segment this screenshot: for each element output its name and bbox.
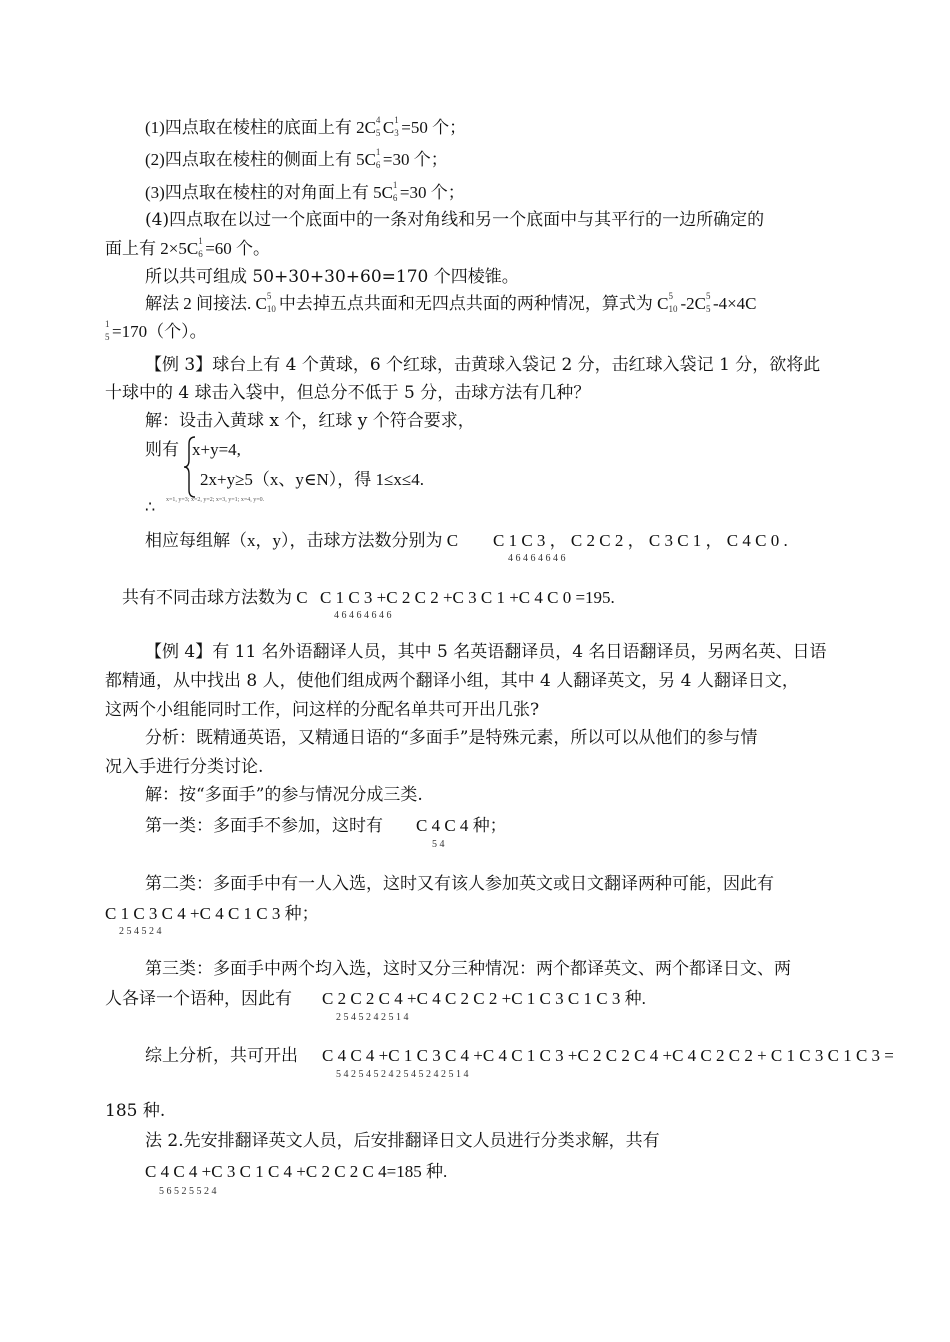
sup: 1: [392, 180, 398, 190]
analysis-2: 况入手进行分类讨论.: [105, 757, 264, 777]
text: =30 个；: [382, 150, 448, 169]
sup: 5: [705, 291, 711, 301]
sub: 5: [705, 304, 711, 314]
text: C: [382, 118, 395, 137]
sub: 3: [394, 128, 399, 138]
sub: 6: [375, 160, 381, 170]
combination-index: [393, 182, 400, 204]
example-3-text: 十球中的 4 球击入袋中，但总分不低于 5 分，击球方法有几种？: [105, 383, 591, 403]
sup: 1: [394, 115, 399, 125]
terms: C 2 C 2 C 4 +C 4 C 2 C 2 +C 1 C 3 C 1 C 3: [322, 989, 621, 1008]
method-2-text: 法 2.先安排翻译英文人员，后安排翻译日文人员进行分类求解，共有: [145, 1131, 660, 1151]
sup: 5: [668, 291, 673, 301]
sub: 5: [105, 332, 110, 342]
sup: 1: [375, 147, 381, 157]
class-3: 第三类：多面手中两个均入选，这时又分三种情况：两个都译英文、两个都译日文、两: [145, 959, 791, 979]
combination-index: [668, 293, 680, 315]
text: (1)四点取在棱柱的底面上有 2C: [145, 118, 376, 137]
line-case-1: [145, 117, 466, 139]
sub: 10: [266, 304, 276, 314]
summary-terms: C 4 C 4 +C 1 C 3 C 4 +C 4 C 1 C 3 +C 2 C 2 C 4 +C 4 C 2 C 2 + C 1 C 3 C 1 C 3 =: [322, 1046, 894, 1065]
sub: 5: [375, 128, 381, 138]
text: =50 个；: [401, 118, 467, 137]
text: 中去掉五点共面和无四点共面的两种情况，算式为 C: [278, 294, 669, 313]
combination-index: [198, 238, 205, 260]
example-3-heading: 【例 3】球台上有 4 个黄球，6 个红球，击黄球入袋记 2 分，击红球入袋记 1 分，欲将此: [145, 355, 821, 375]
sub: 6: [198, 249, 203, 259]
combination-index: [376, 117, 383, 139]
text: 种.: [624, 989, 646, 1008]
text: 相应每组解（x，y），击球方法数分别为 C: [145, 531, 459, 550]
text: -2C: [680, 294, 706, 313]
system-intro: 则有: [145, 440, 179, 460]
class-2-lower-indices: 2 5 4 5 2 4: [119, 926, 162, 937]
analysis-1: 分析：既精通英语，又精通日语的“多面手”是特殊元素，所以可以从他们的参与情: [145, 728, 758, 748]
text: (2)四点取在棱柱的侧面上有 5C: [145, 150, 376, 169]
class-3-terms: [322, 988, 646, 1010]
therefore-symbol: ∴: [145, 497, 156, 516]
combination-index: [105, 321, 112, 343]
system-eq-1: x+y=4,: [192, 440, 241, 459]
combination-index: [706, 293, 713, 315]
text: 面上有 2×5C: [105, 239, 199, 258]
class-3-cont: [105, 988, 292, 1010]
text: =60 个。: [205, 239, 271, 258]
line-method-2: [145, 293, 757, 315]
terms: C 4 C 4 +C 3 C 1 C 4 +C 2 C 2 C 4: [145, 1162, 387, 1181]
example-4-text-3: 这两个小组能同时工作，问这样的分配名单共可开出几张?: [105, 700, 540, 720]
class-2-terms: [105, 903, 319, 925]
text: =30 个；: [399, 183, 465, 202]
class-1-lower-indices: 5 4: [432, 839, 445, 850]
ex3-methods-terms: C 1 C 3 ， C 2 C 2 ， C 3 C 1 ， C 4 C 0 .: [493, 531, 788, 550]
solution-set: [166, 496, 264, 504]
class-1-terms: [416, 815, 507, 837]
line-case-2: [145, 149, 448, 171]
method-2-terms: [145, 1161, 447, 1183]
line-case-4-cont: [105, 238, 270, 260]
ex3-total-lower-indices: 4 6 4 6 4 6 4 6: [334, 610, 392, 621]
system-eq-2: 2x+y≥5（x、y∈N），得 1≤x≤4.: [200, 470, 424, 489]
method-2-lower-indices: 5 6 5 2 5 5 2 4: [159, 1186, 217, 1197]
line-case-3: [145, 182, 465, 204]
ex3-total-terms: C 1 C 3 +C 2 C 2 +C 3 C 1 +C 4 C 0 =195.: [320, 588, 615, 607]
summary: 综上分析，共可开出: [145, 1046, 298, 1066]
text: 种；: [472, 816, 507, 835]
class-3-lower-indices: 2 5 4 5 2 4 2 5 1 4: [336, 1012, 409, 1023]
text: -4×4C: [712, 294, 757, 313]
line-method-2-result: [105, 321, 207, 343]
example-4-text-2: 都精通，从中找出 8 人，使他们组成两个翻译小组，其中 4 人翻译英文，另 4 人翻译日文，: [105, 671, 799, 691]
sub: 10: [668, 304, 678, 314]
sub: 6: [392, 193, 398, 203]
line-ex3-total: 共有不同击球方法数为 C: [122, 588, 308, 607]
line-ex3-methods: [145, 530, 458, 552]
class-2: 第二类：多面手中有一人入选，这时又有该人参加英文或日文翻译两种可能，因此有: [145, 874, 774, 894]
text: =170（个）。: [112, 322, 207, 341]
combination-index: [376, 149, 383, 171]
example-3-solution: 解：设击入黄球 x 个，红球 y 个符合要求，: [145, 411, 475, 431]
terms: C 4 C 4: [416, 816, 469, 835]
line-case-4: (4)四点取在以过一个底面中的一条对角线和另一个底面中与其平行的一边所确定的: [145, 210, 765, 230]
text: 种；: [284, 904, 319, 923]
class-1: [145, 815, 383, 837]
text: =185 种.: [386, 1162, 448, 1181]
sup: 5: [266, 291, 272, 301]
solution: x=1, y=3;: [166, 497, 190, 503]
ex3-methods-lower-indices: 4 6 4 6 4 6 4 6: [508, 553, 566, 564]
terms: C 1 C 3 C 4 +C 4 C 1 C 3: [105, 904, 281, 923]
solution: x=3, y=1;: [215, 497, 240, 503]
solution: x=2, y=2;: [190, 497, 215, 503]
solution-intro: 解：按“多面手”的参与情况分成三类.: [145, 785, 423, 805]
example-4-heading: 【例 4】有 11 名外语翻译人员，其中 5 名英语翻译员，4 名日语翻译员，另两名英、日语: [145, 642, 827, 662]
text: 解法 2 间接法. C: [145, 294, 267, 313]
text: 第一类：多面手不参加，这时有: [145, 816, 383, 836]
sup: 1: [105, 319, 110, 329]
summary-lower-indices: 5 4 2 5 4 5 2 4 2 5 4 5 2 4 2 5 1 4: [336, 1069, 469, 1080]
text: 人各译一个语种，因此有: [105, 989, 292, 1009]
sup: 4: [375, 115, 381, 125]
line-total: 所以共可组成 50+30+30+60=170 个四棱锥。: [145, 267, 519, 287]
solution: x=4, y=0.: [240, 497, 265, 503]
combination-index: [394, 117, 401, 139]
combination-index: [267, 293, 279, 315]
summary-result: 185 种.: [105, 1101, 166, 1121]
sup: 1: [198, 236, 203, 246]
text: (3)四点取在棱柱的对角面上有 5C: [145, 183, 393, 202]
